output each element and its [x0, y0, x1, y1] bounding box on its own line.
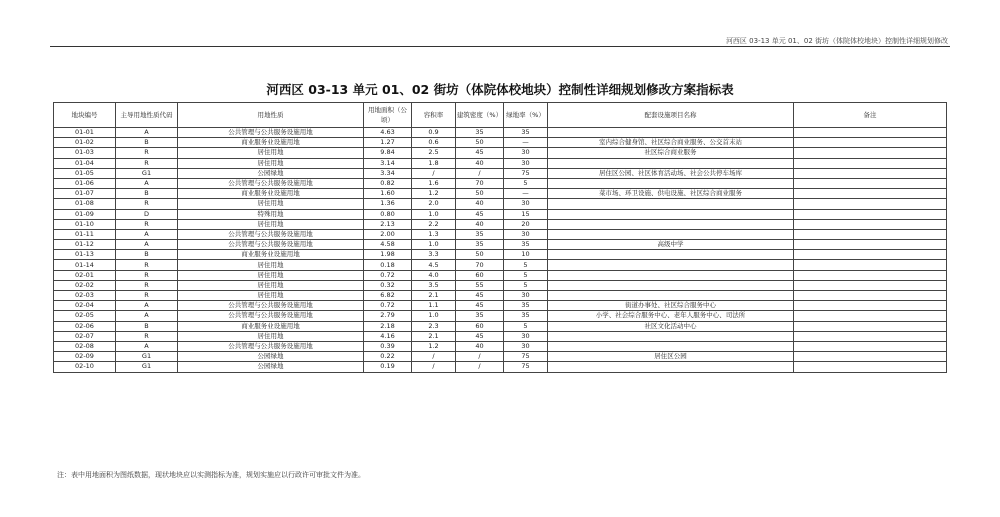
table-cell: R	[116, 291, 178, 301]
table-cell	[548, 260, 794, 270]
table-cell	[548, 362, 794, 372]
table-cell: 2.79	[364, 311, 412, 321]
table-cell: 商业服务业设施用地	[178, 138, 364, 148]
table-row	[54, 331, 947, 341]
table-cell: D	[116, 209, 178, 219]
table-cell	[794, 291, 947, 301]
column-header: 主导用地性质代码	[116, 103, 178, 128]
table-cell: 35	[504, 301, 548, 311]
table-cell: 公园绿地	[178, 168, 364, 178]
table-cell: 公共管理与公共服务设施用地	[178, 301, 364, 311]
table-cell: 01-04	[54, 158, 116, 168]
table-row	[54, 352, 947, 362]
table-cell: /	[412, 362, 456, 372]
table-cell: 40	[456, 341, 504, 351]
table-cell: 社区文化活动中心	[548, 321, 794, 331]
table-cell: 01-13	[54, 250, 116, 260]
table-row	[54, 240, 947, 250]
table-row	[54, 311, 947, 321]
table-row	[54, 250, 947, 260]
table-cell: 40	[456, 158, 504, 168]
table-cell: A	[116, 301, 178, 311]
table-cell	[794, 341, 947, 351]
table-cell: 01-09	[54, 209, 116, 219]
table-cell: 公共管理与公共服务设施用地	[178, 240, 364, 250]
table-cell: 75	[504, 362, 548, 372]
table-cell: 45	[456, 331, 504, 341]
table-cell: 01-14	[54, 260, 116, 270]
table-cell: R	[116, 331, 178, 341]
table-cell: 5	[504, 280, 548, 290]
table-cell: 0.80	[364, 209, 412, 219]
table-cell: 35	[456, 229, 504, 239]
table-cell: 居住用地	[178, 148, 364, 158]
table-cell: A	[116, 311, 178, 321]
table-cell: 35	[456, 240, 504, 250]
table-cell: 2.18	[364, 321, 412, 331]
table-cell: 01-02	[54, 138, 116, 148]
table-cell	[794, 229, 947, 239]
table-cell: 30	[504, 158, 548, 168]
table-cell: 50	[456, 250, 504, 260]
table-cell: 40	[456, 199, 504, 209]
table-title: 河西区 03-13 单元 01、02 街坊（体院体校地块）控制性详细规划修改方案指标表	[266, 82, 734, 97]
table-cell: 15	[504, 209, 548, 219]
table-cell: 商业服务业设施用地	[178, 250, 364, 260]
table-cell	[794, 128, 947, 138]
table-cell: 公共管理与公共服务设施用地	[178, 178, 364, 188]
column-header: 用地性质	[178, 103, 364, 128]
table-cell: 1.3	[412, 229, 456, 239]
table-cell: 55	[456, 280, 504, 290]
table-cell: —	[504, 138, 548, 148]
table-cell: 1.2	[412, 341, 456, 351]
table-cell: 45	[456, 301, 504, 311]
table-row	[54, 280, 947, 290]
header-divider	[50, 46, 950, 47]
table-cell	[548, 229, 794, 239]
table-cell: 公园绿地	[178, 362, 364, 372]
table-cell: 1.8	[412, 158, 456, 168]
table-cell: 居住用地	[178, 158, 364, 168]
table-cell: 居住用地	[178, 219, 364, 229]
table-cell: 01-01	[54, 128, 116, 138]
table-cell: G1	[116, 168, 178, 178]
table-row	[54, 341, 947, 351]
table-cell	[794, 240, 947, 250]
table-cell: 30	[504, 199, 548, 209]
table-cell: 5	[504, 260, 548, 270]
table-cell: 社区综合商业服务	[548, 148, 794, 158]
table-cell	[794, 270, 947, 280]
table-cell: 1.2	[412, 189, 456, 199]
table-cell: 4.63	[364, 128, 412, 138]
table-cell	[794, 362, 947, 372]
table-cell: 2.0	[412, 199, 456, 209]
table-cell: R	[116, 219, 178, 229]
table-cell: R	[116, 158, 178, 168]
table-row	[54, 178, 947, 188]
table-cell: 01-10	[54, 219, 116, 229]
table-cell: 0.72	[364, 270, 412, 280]
table-cell: B	[116, 250, 178, 260]
table-body	[54, 128, 947, 373]
table-cell: 1.0	[412, 311, 456, 321]
table-cell: A	[116, 128, 178, 138]
table-cell	[548, 341, 794, 351]
table-cell: 2.13	[364, 219, 412, 229]
table-cell: 02-09	[54, 352, 116, 362]
table-cell	[794, 219, 947, 229]
table-cell: 1.60	[364, 189, 412, 199]
table-cell: /	[456, 362, 504, 372]
table-row	[54, 321, 947, 331]
table-row	[54, 291, 947, 301]
column-header: 地块编号	[54, 103, 116, 128]
table-row	[54, 158, 947, 168]
table-cell: 0.22	[364, 352, 412, 362]
table-row	[54, 209, 947, 219]
table-cell: 3.3	[412, 250, 456, 260]
table-cell: 居住用地	[178, 260, 364, 270]
table-row	[54, 168, 947, 178]
table-cell: 01-03	[54, 148, 116, 158]
table-cell: 4.16	[364, 331, 412, 341]
table-cell: 0.9	[412, 128, 456, 138]
table-cell: 01-05	[54, 168, 116, 178]
table-cell: 公共管理与公共服务设施用地	[178, 128, 364, 138]
table-cell: 0.6	[412, 138, 456, 148]
table-cell	[548, 199, 794, 209]
table-cell: 70	[456, 260, 504, 270]
table-cell: 0.19	[364, 362, 412, 372]
table-cell: /	[456, 168, 504, 178]
footnote: 注：表中用地面积为图纸数据，现状地块应以实测指标为准，规划实施应以行政许可审批文件为准。	[57, 471, 365, 479]
table-cell: 35	[504, 311, 548, 321]
table-cell: 居住用地	[178, 280, 364, 290]
table-cell: 45	[456, 148, 504, 158]
table-cell	[548, 158, 794, 168]
table-cell: R	[116, 270, 178, 280]
table-cell: 2.3	[412, 321, 456, 331]
table-cell: 45	[456, 209, 504, 219]
table-cell	[794, 148, 947, 158]
table-cell: R	[116, 260, 178, 270]
table-cell	[794, 321, 947, 331]
table-cell: 4.5	[412, 260, 456, 270]
column-header: 用地面积（公顷）	[364, 103, 412, 128]
table-cell: 0.39	[364, 341, 412, 351]
table-cell: A	[116, 229, 178, 239]
column-header: 绿地率（%）	[504, 103, 548, 128]
table-row	[54, 138, 947, 148]
table-cell: 2.5	[412, 148, 456, 158]
table-cell: 10	[504, 250, 548, 260]
table-cell: 02-07	[54, 331, 116, 341]
table-cell: 1.1	[412, 301, 456, 311]
table-cell: 9.84	[364, 148, 412, 158]
table-cell	[794, 178, 947, 188]
table-cell: 02-04	[54, 301, 116, 311]
table-cell: 5	[504, 270, 548, 280]
column-header: 容积率	[412, 103, 456, 128]
table-cell: R	[116, 199, 178, 209]
table-cell: R	[116, 280, 178, 290]
page-header: 河西区 03-13 单元 01、02 街坊（体院体校地块）控制性详细规划修改	[725, 37, 948, 45]
table-cell: 2.2	[412, 219, 456, 229]
table-cell: 02-06	[54, 321, 116, 331]
table-cell: 特殊用地	[178, 209, 364, 219]
table-cell: 30	[504, 229, 548, 239]
table-cell: 60	[456, 270, 504, 280]
table-cell	[548, 128, 794, 138]
table-cell	[548, 178, 794, 188]
table-row	[54, 260, 947, 270]
table-cell: 商业服务业设施用地	[178, 321, 364, 331]
table-cell: 居住区公园	[548, 352, 794, 362]
table-cell: 30	[504, 341, 548, 351]
table-cell: 02-01	[54, 270, 116, 280]
table-cell: 高级中学	[548, 240, 794, 250]
column-header: 备注	[794, 103, 947, 128]
table-cell: /	[412, 168, 456, 178]
table-cell: 02-02	[54, 280, 116, 290]
table-cell	[548, 280, 794, 290]
table-cell: 50	[456, 189, 504, 199]
table-cell: G1	[116, 362, 178, 372]
table-cell: A	[116, 240, 178, 250]
table-cell: 35	[456, 128, 504, 138]
table-cell: 01-12	[54, 240, 116, 250]
table-cell: 5	[504, 178, 548, 188]
table-cell: 5	[504, 321, 548, 331]
table-cell	[548, 250, 794, 260]
table-row	[54, 199, 947, 209]
table-cell: A	[116, 178, 178, 188]
table-row	[54, 128, 947, 138]
table-cell: 居住区公园、社区体育活动场、社会公共停车场库	[548, 168, 794, 178]
table-row	[54, 270, 947, 280]
table-cell	[548, 291, 794, 301]
table-cell: 0.72	[364, 301, 412, 311]
table-cell: 0.32	[364, 280, 412, 290]
table-cell: 70	[456, 178, 504, 188]
table-cell: 菜市场、环卫设施、供电设施、社区综合商业服务	[548, 189, 794, 199]
table-cell	[794, 189, 947, 199]
table-cell: 3.5	[412, 280, 456, 290]
table-cell: 1.36	[364, 199, 412, 209]
table-header-row	[54, 103, 947, 128]
table-cell: 30	[504, 291, 548, 301]
table-cell: 02-10	[54, 362, 116, 372]
table-cell: 75	[504, 168, 548, 178]
table-row	[54, 148, 947, 158]
table-cell: 01-07	[54, 189, 116, 199]
table-cell: 4.0	[412, 270, 456, 280]
table-cell: 3.14	[364, 158, 412, 168]
table-cell: 街道办事处、社区综合服务中心	[548, 301, 794, 311]
table-row	[54, 301, 947, 311]
table-cell	[548, 209, 794, 219]
table-cell: 02-03	[54, 291, 116, 301]
table-cell: 75	[504, 352, 548, 362]
table-row	[54, 189, 947, 199]
table-cell	[794, 260, 947, 270]
table-cell	[794, 331, 947, 341]
table-cell: 室内综合健身馆、社区综合商业服务、公交首末站	[548, 138, 794, 148]
table-cell: B	[116, 138, 178, 148]
table-cell: 02-05	[54, 311, 116, 321]
table-cell: 居住用地	[178, 331, 364, 341]
table-cell: 居住用地	[178, 270, 364, 280]
table-row	[54, 219, 947, 229]
table-cell	[794, 280, 947, 290]
table-cell: 1.0	[412, 209, 456, 219]
table-cell	[548, 331, 794, 341]
table-cell: R	[116, 148, 178, 158]
table-cell: 35	[456, 311, 504, 321]
table-cell: 0.82	[364, 178, 412, 188]
table-cell: 居住用地	[178, 291, 364, 301]
table-cell: 4.58	[364, 240, 412, 250]
table-cell: 公共管理与公共服务设施用地	[178, 229, 364, 239]
table-cell	[794, 311, 947, 321]
table-cell: 公园绿地	[178, 352, 364, 362]
table-cell: /	[456, 352, 504, 362]
table-cell: 45	[456, 291, 504, 301]
table-cell: 6.82	[364, 291, 412, 301]
table-cell	[548, 219, 794, 229]
table-cell: A	[116, 341, 178, 351]
table-cell: 2.1	[412, 291, 456, 301]
table-cell: 公共管理与公共服务设施用地	[178, 311, 364, 321]
table-cell: B	[116, 321, 178, 331]
table-cell: 1.27	[364, 138, 412, 148]
table-cell	[794, 250, 947, 260]
table-cell: 小学、社会综合服务中心、老年人服务中心、司法所	[548, 311, 794, 321]
table-cell: /	[412, 352, 456, 362]
table-cell: 商业服务业设施用地	[178, 189, 364, 199]
table-row	[54, 229, 947, 239]
table-cell	[794, 138, 947, 148]
table-cell	[794, 168, 947, 178]
table-cell: 01-06	[54, 178, 116, 188]
table-cell: 35	[504, 128, 548, 138]
table-cell: 01-11	[54, 229, 116, 239]
table-cell: 2.00	[364, 229, 412, 239]
table-cell: 1.6	[412, 178, 456, 188]
table-cell: 01-08	[54, 199, 116, 209]
table-cell	[794, 352, 947, 362]
table-cell: 02-08	[54, 341, 116, 351]
table-cell	[794, 209, 947, 219]
column-header: 配套设施项目名称	[548, 103, 794, 128]
table-cell: 40	[456, 219, 504, 229]
table-cell: 60	[456, 321, 504, 331]
table-cell: 1.0	[412, 240, 456, 250]
table-cell: 35	[504, 240, 548, 250]
table-cell: 20	[504, 219, 548, 229]
table-cell: 1.98	[364, 250, 412, 260]
table-cell: 3.34	[364, 168, 412, 178]
table-cell: 30	[504, 331, 548, 341]
table-cell	[794, 301, 947, 311]
table-cell: 0.18	[364, 260, 412, 270]
table-cell	[794, 158, 947, 168]
table-row	[54, 362, 947, 372]
table-cell: 50	[456, 138, 504, 148]
indicator-table	[53, 102, 947, 373]
table-cell: G1	[116, 352, 178, 362]
table-cell: —	[504, 189, 548, 199]
column-header: 建筑密度（%）	[456, 103, 504, 128]
table-cell: 居住用地	[178, 199, 364, 209]
table-cell: 30	[504, 148, 548, 158]
table-cell	[794, 199, 947, 209]
table-cell: B	[116, 189, 178, 199]
table-cell: 公共管理与公共服务设施用地	[178, 341, 364, 351]
table-cell: 2.1	[412, 331, 456, 341]
table-cell	[548, 270, 794, 280]
